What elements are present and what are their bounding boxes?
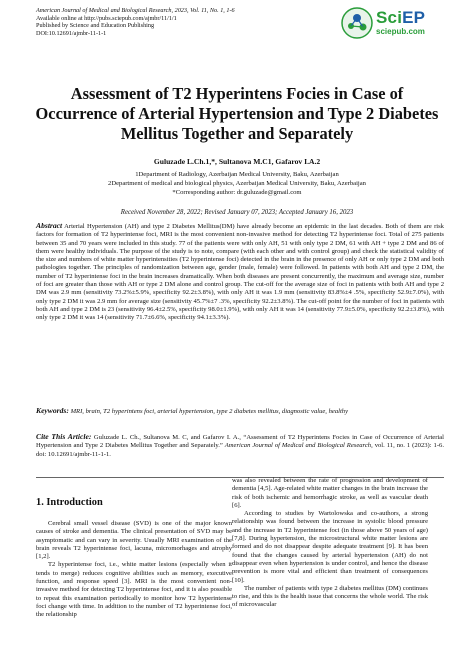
- cite-section: [36, 433, 444, 459]
- cite-text-b: vol. 11, no. 1 (2023): 1-6. doi: 10.12691/ajmbr-11-1-1.: [36, 442, 444, 458]
- sciep-globe-icon: [340, 6, 374, 40]
- cite-journal: American Journal of Medical and Biological Research,: [224, 442, 373, 450]
- article-title: Assessment of T2 Hyperintens Focies in Case of Occurrence of Arterial Hypertension and Type 2 Diabetes Mellitus Together and Separately: [35, 84, 439, 143]
- affiliation-2: 2Department of medical and biological physics, Azerbaijan Medical University, Baku, Azerbaijan: [108, 180, 366, 187]
- intro-right-column: [232, 477, 428, 610]
- keywords-text: MRI, brain, T2 hyperintens foci, arterial hypertension, type 2 diabetes mellitus, diagnostic value, healthy: [70, 408, 349, 415]
- intro-paragraph-4: The number of patients with type 2 diabetes mellitus (DM) continues to rise, and this is the health issue that concerns the whole world. The risk of microvascular: [232, 584, 428, 609]
- intro-heading: 1. Introduction: [36, 497, 103, 508]
- sciep-logo[interactable]: [340, 6, 444, 40]
- journal-citation-line: American Journal of Medical and Biological Research, 2023, Vol. 11, No. 1, 1-6: [36, 7, 235, 14]
- online-url-line[interactable]: Available online at http://pubs.sciepub.com/ajmbr/11/1/1: [36, 14, 177, 22]
- intro-left-column: [36, 520, 232, 620]
- intro-paragraph-2: T2 hyperintense foci, i.e., white matter lesions (especially when it tends to merge) reduces cognitive abilities such as memory, executive function, and response speed [3]. MRI is the most convenient non-invasive method for detecting T2 hyperintense foci, and it is also possible to repeat this examination periodically to monitor how T2 hyperintense foci change with time. In addition to the number of T2 hyperintense foci, the relationship: [36, 561, 232, 619]
- journal-header: [36, 7, 336, 37]
- abstract-section: [36, 222, 444, 323]
- abstract-label: Abstract: [36, 221, 63, 230]
- keywords-section: [36, 407, 444, 416]
- publisher-line: Published by Science and Education Publishing: [36, 22, 155, 30]
- intro-paragraph-1: Cerebral small vessel disease (SVD) is one of the major known causes of stroke and dementia. The clinical presentation of SVD may be asymptomatic and can vary in severity. Usually MRI examination of the brain reveals T2 hyperintense foci, lacuna, micromorhages and atrophy [1,2].: [36, 520, 232, 561]
- wordmark-ep: EP: [402, 8, 426, 27]
- abstract-text: Arterial Hypertension (AH) and type 2 Diabetes Mellitus(DM) have already become an epidemic in the last decades. Both of them are risk factors for formation of T2 hyperintense foci, MRI is the most convenient non-invasive method for detecting T2 hyperintense foci. Total of 275 patients between 35 and 70 years were included in this study. 77 of the patients were with only AH, 51 with only type 2 DM, 61 with AH + type 2 DM and 86 of them were healthy individuals. The purpose of the study is to note, compare (with each other and with control group) and check the statistical validity of the size and numbers of white matter hyperintensities (T2 hyperintense foci) detected in the brain in the presence of only AH or only type 2 DM and both pathologies together. The principles of randomization between age, gender (male, female) were followed. In patients with both AH and type 2 DM, the number of T2 hyperintense foci in the brain increases dramatically. When both diseases are present concurrently, the maximum and average size, number of foci are greater than those with AH or type 2 DM alone and control group. The cut-off for the average size of foci in patients with both AH and type 2 DM was 2.9 mm (sensitivity 73.2%±5.9%, specificity 92.2±3.8%), with only AH it was 1.9 mm (sensitivity 83.8%±4 .5%, specificity 52.9±7.0%), with only type 2 DM it was 2.9 mm for average size (sensitivity 45.7%±7 .3%, specificity 92.2±3.8%). The cut-off point for the number of foci in patients with both AH and type 2 DM is 23 (sensitivity 96.4±2.5%, specificity 98.0±1.9%), with only AH it was 14 (sensitivity 77.9±5.0%, specificity 92.2±3.8%), with only type 2 DM it was 14 (sensitivity 71.7±6.6%, specificity 94.1±3.3%).: [36, 223, 444, 322]
- author-list: Guluzade L.Ch.1,*, Sultanova M.C1, Gafarov I.A.2: [153, 157, 321, 166]
- cite-text-a: Guluzade L. Ch., Sultanova M. C, and Gafarov I. A., “Assessment of T2 Hyperintens Focies in Case of Occurrence of Arterial Hypertension and Type 2 Diabetes Mellitus Together and Separately.”: [36, 434, 444, 450]
- intro-paragraph-3: According to studies by Wartolowska and co-authors, a strong relationship was found between the increase in systolic blood pressure and the increase in T2 hyperintense foci (in those above 50 years of age) [7,8]. During hypertension, the microstructural white matter lesions are formed and do not disappear despite adequate treatment [9]. It has been found that the changes caused by arterial hypertension (AH) do not disappear even when hypertension is under control, and hence the disease prevention is more vital and efficient than treatment of consequences [10].: [232, 510, 428, 584]
- intro-paragraph-continued: was also revealed between the rate of progression and development of dementia [4,5]. Age-related white matter changes in the brain increase the risk of both ischemic and hemorrhagic stroke, as well as vascular death [6].: [232, 477, 428, 509]
- sciep-site-url: sciepub.com: [376, 27, 425, 36]
- corresponding-author[interactable]: *Corresponding author: dr.guluzade@gmail.com: [172, 189, 302, 196]
- article-dates: Received November 28, 2022; Revised January 07, 2023; Accepted January 16, 2023: [120, 209, 354, 216]
- affiliation-1: 1Department of Radiology, Azerbaijan Medical University, Baku, Azerbaijan: [135, 171, 339, 178]
- doi-line[interactable]: DOI:10.12691/ajmbr-11-1-1: [36, 29, 107, 37]
- cite-label: Cite This Article:: [36, 432, 92, 441]
- wordmark-sci: Sci: [376, 8, 403, 27]
- sciep-wordmark: [376, 8, 425, 28]
- keywords-label: Keywords:: [36, 406, 69, 415]
